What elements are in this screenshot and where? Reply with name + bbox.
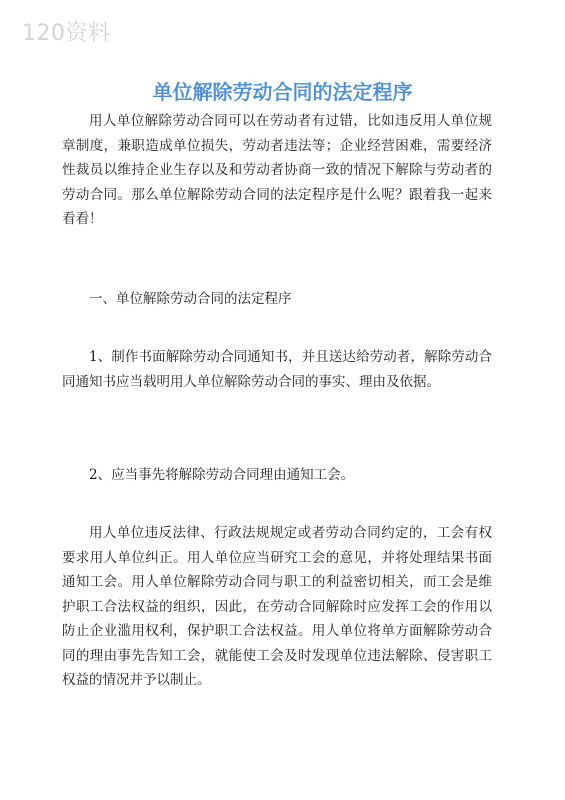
watermark: 120资料 <box>22 21 111 46</box>
step-2-paragraph: 2、应当事先将解除劳动合同理由通知工会。 <box>89 467 355 483</box>
page-title: 单位解除劳动合同的法定程序 <box>152 80 413 104</box>
step-1-paragraph: 1、制作书面解除劳动合同通知书，并且送达给劳动者，解除劳动合同通知书应当载明用人单位解除劳动合同的事实、理由及依据。 <box>62 349 492 390</box>
body-paragraph: 用人单位违反法律、行政法规规定或者劳动合同约定的，工会有权要求用人单位纠正。用人单位应当研究工会的意见，并将处理结果书面通知工会。用人单位解除劳动合同与职工的利益密切相关，而工会是维护职工合法权益的组织，因此，在劳动合同解除时应发挥工会的作用以防止企业滥用权利，保护职工合法权益。用人单位将单方面解除劳动合同的理由事先告知工会，就能使工会及时发现单位违法解除、侵害职工权益的情况并予以制止。 <box>62 525 492 688</box>
section-heading: 一、单位解除劳动合同的法定程序 <box>89 291 292 307</box>
intro-paragraph: 用人单位解除劳动合同可以在劳动者有过错，比如违反用人单位规章制度，兼职造成单位损失，劳动者违法等；企业经营困难，需要经济性裁员以维持企业生存以及和劳动者协商一致的情况下解除与劳动者的劳动合同。那么单位解除劳动合同的法定程序是什么呢？跟着我一起来看看！ <box>62 113 492 227</box>
